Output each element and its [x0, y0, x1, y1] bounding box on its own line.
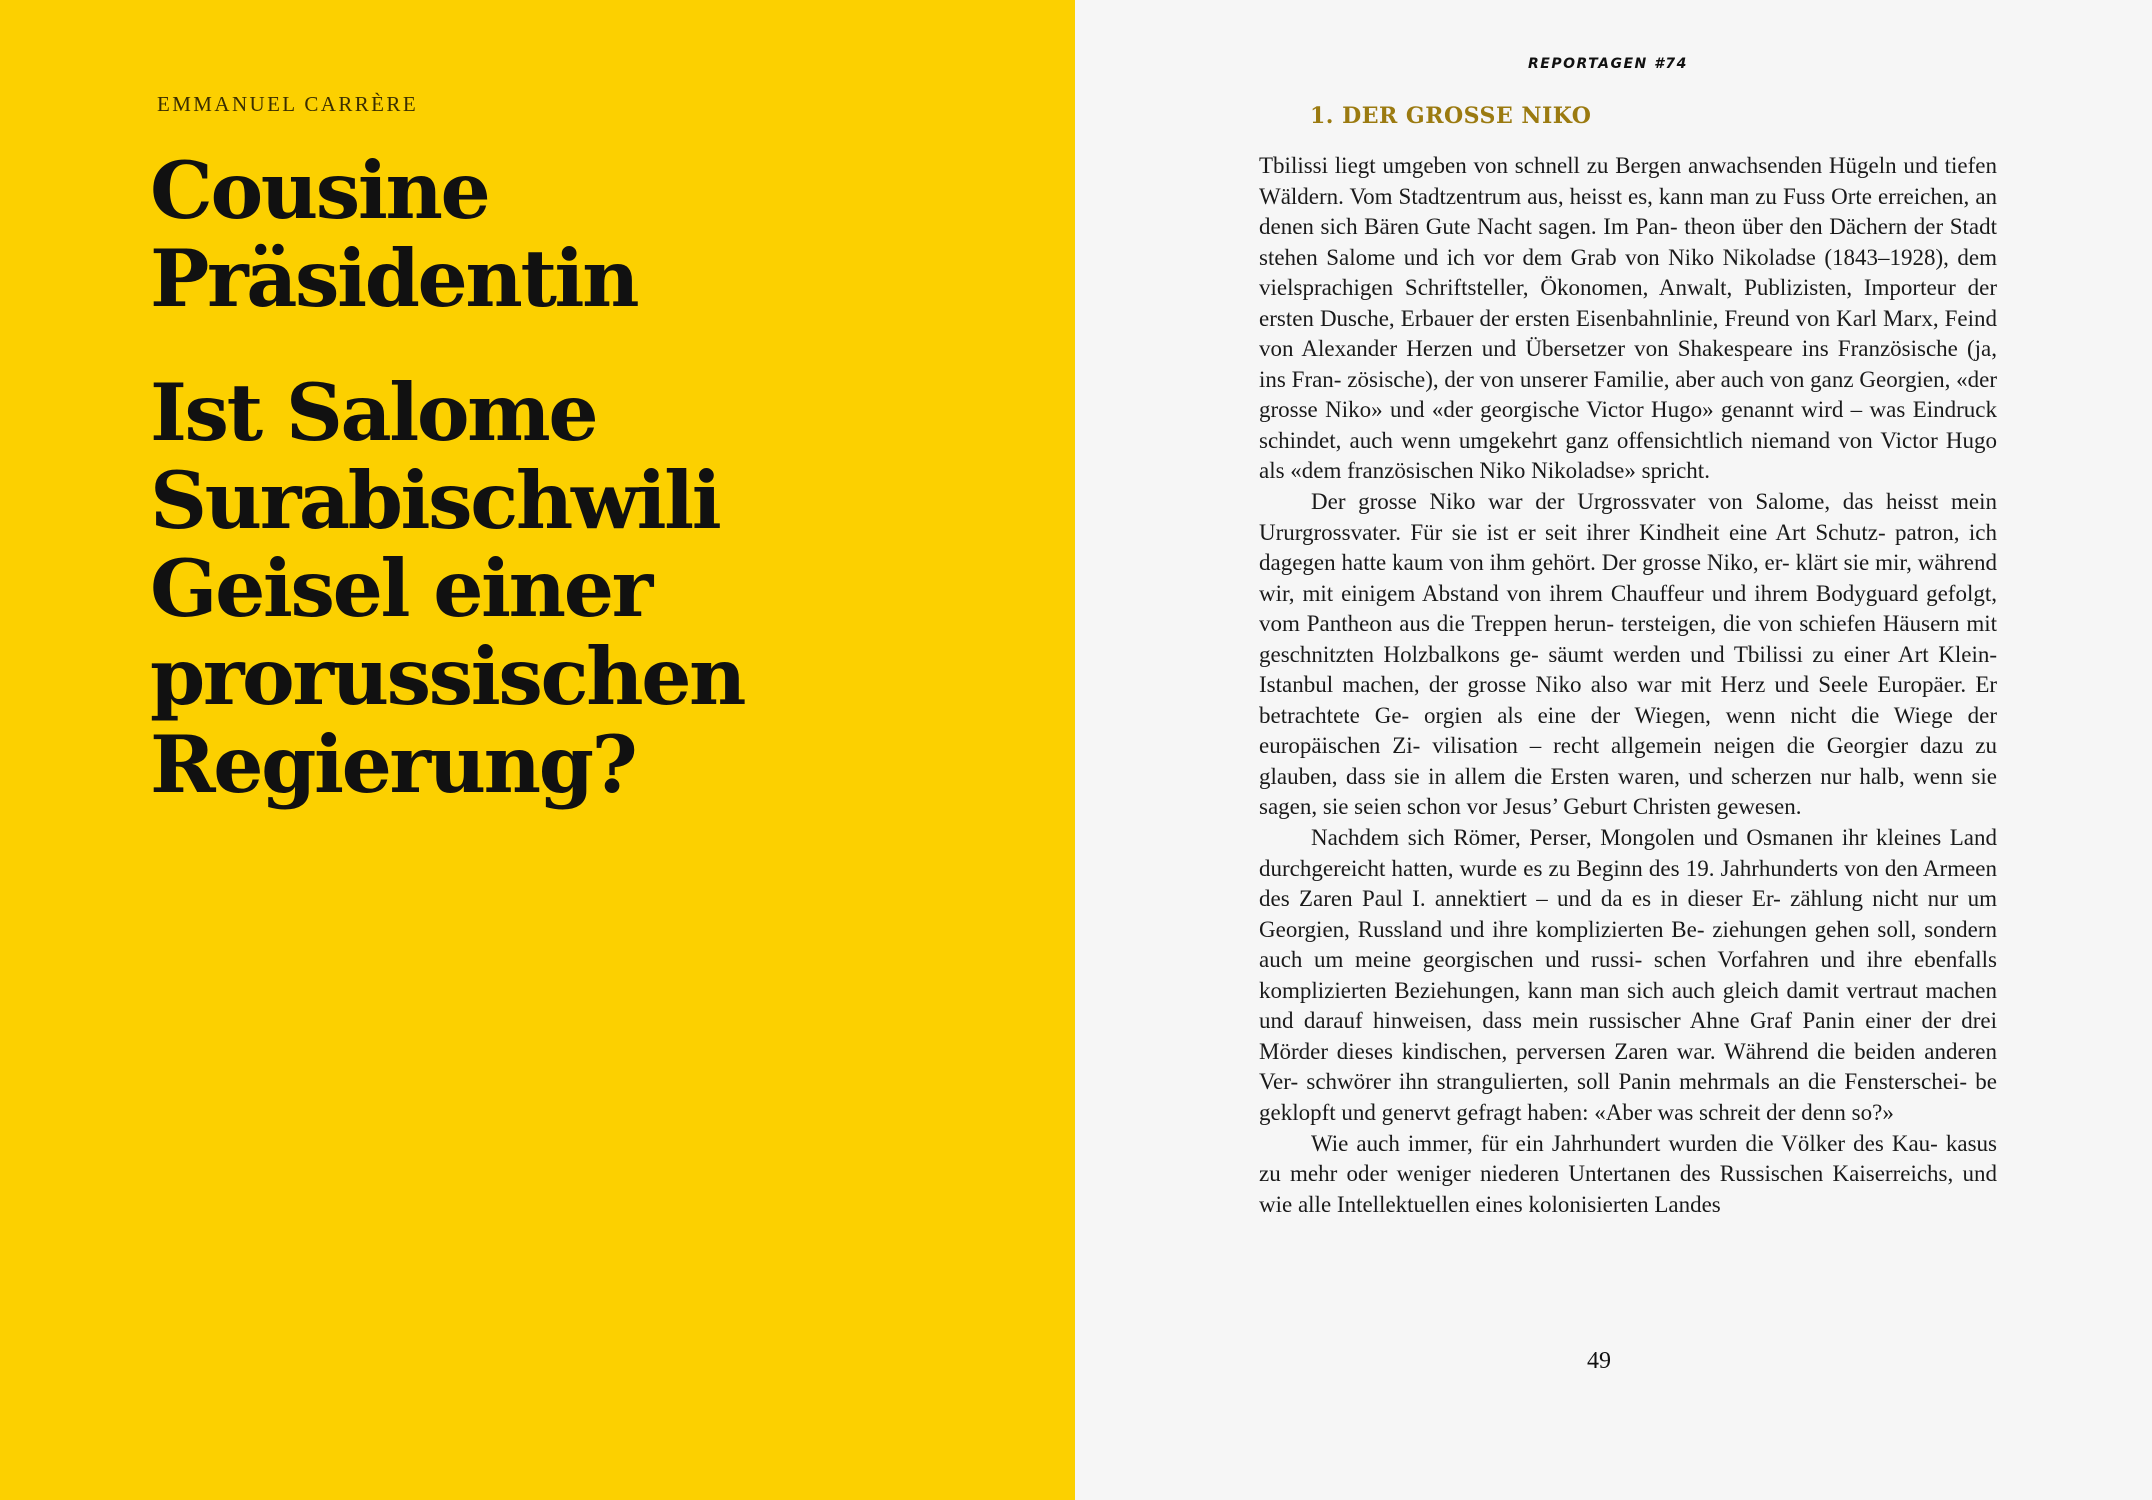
text-line: Fuss Orte erreichen, an denen sich Bären Gute Nacht sagen. Im Pan- — [1259, 183, 1998, 240]
text-line: Herzen und Übersetzer von Shakespeare ins Französische (ja, ins Fran- — [1259, 336, 1997, 392]
text-line: grosse Niko also war mit Herz und Seele Europäer. Er betrachtete Ge- — [1259, 672, 1998, 728]
running-head: REPORTAGEN #74 — [1528, 56, 1688, 72]
text-line: und ihrem Bodyguard gefolgt, vom Pantheon aus die Treppen herun- — [1259, 580, 1997, 637]
section-title: 1. DER GROSSE NIKO — [1310, 103, 1592, 129]
text-line: von Victor Hugo als «dem französischen Niko Nikoladse» spricht. — [1259, 427, 1997, 484]
text-line: Ökonomen, Anwalt, Publizisten, Importeur der ersten Dusche, Erbauer — [1259, 275, 1998, 331]
title-block — [150, 144, 1030, 811]
text-line: man sich auch gleich damit vertraut machen und darauf hinweisen, — [1259, 977, 1997, 1034]
text-line: Tbilissi liegt umgeben von schnell zu Bergen anwachsenden Hügeln — [1259, 153, 1897, 178]
text-line: be geklopft und genervt gefragt haben: «Aber was schreit der denn so?» — [1259, 1069, 1997, 1125]
text-line: schwörer ihn strangulierten, soll Panin mehrmals an die Fensterschei- — [1306, 1069, 1968, 1095]
text-line: sie seien schon vor Jesus’ Geburt Christen gewesen. — [1322, 794, 1802, 820]
text-line: von Niko Nikoladse (1843–1928), dem vielsprachigen Schriftsteller, — [1259, 244, 1997, 301]
text-line: schen Vorfahren und ihre ebenfalls komplizierten Beziehungen, kann — [1259, 947, 1998, 1003]
text-line: Wie auch immer, für ein Jahrhundert wurden die Völker des Kau- — [1311, 1130, 1938, 1156]
text-line: orgien als eine der Wiegen, wenn nicht die Wiege der europäischen Zi- — [1259, 702, 1997, 759]
question-headline — [150, 366, 1030, 811]
text-line: grosse Niko» und «der georgische Victor Hugo» genannt wird – was — [1259, 397, 1906, 423]
text-line: der ersten Eisenbahnlinie, Freund von Karl Marx, Feind von Alexander — [1259, 305, 1997, 362]
headline-line: Präsidentin — [150, 232, 638, 325]
paragraph — [1259, 823, 1997, 1128]
headline-line: Cousine — [150, 144, 489, 237]
text-line: von den Armeen des Zaren Paul I. annektiert – und da es in dieser Er- — [1259, 855, 1997, 912]
text-line: Kaiserreichs, und wie alle Intellektuellen eines kolonisierten Landes — [1259, 1161, 1998, 1217]
text-line: zösische), der von unserer Familie, aber auch von ganz Georgien, «der — [1347, 366, 1997, 392]
question-line: Surabischwili — [150, 454, 720, 547]
text-line: kindischen, perversen Zaren war. Während die beiden anderen Ver- — [1259, 1038, 1998, 1095]
text-line: Der grosse Niko war der Urgrossvater von Salome, das heisst — [1311, 489, 1939, 515]
text-line: vilisation – recht allgemein neigen die Georgier dazu zu glauben, dass — [1259, 733, 1997, 789]
text-line: zählung nicht nur um Georgien, Russland und ihre komplizierten Be- — [1259, 886, 1998, 942]
question-line: prorussischen — [150, 630, 745, 723]
text-line: tersteigen, die von schiefen Häusern mit geschnitzten Holzbalkons ge- — [1259, 611, 1997, 667]
text-line: dass mein russischer Ahne Graf Panin einer der drei Mörder dieses — [1259, 1008, 1998, 1064]
paragraph — [1259, 1129, 1997, 1221]
text-line: Eindruck schindet, auch wenn umgekehrt ganz offensichtlich niemand — [1259, 397, 1998, 453]
text-line: theon über den Dächern der Stadt stehen Salome und ich vor dem Grab — [1259, 214, 1998, 270]
author-name: EMMANUEL CARRÈRE — [157, 92, 419, 116]
body-text — [1259, 151, 1997, 1220]
text-line: sie in allem die Ersten waren, und scherzen nur halb, wenn sie sagen, — [1259, 763, 1998, 820]
text-line: Land durchgereicht hatten, wurde es zu Beginn des 19. Jahrhunderts — [1259, 825, 1997, 881]
text-line: mein Ururgrossvater. Für sie ist er seit ihrer Kindheit eine Art Schutz- — [1259, 489, 1997, 545]
text-line: ziehungen gehen soll, sondern auch um meine georgischen und russi- — [1259, 916, 1997, 973]
question-line: Regierung? — [150, 718, 636, 811]
question-line: Geisel einer — [150, 542, 651, 635]
page-number: 49 — [1587, 1348, 1611, 1374]
text-line: säumt werden und Tbilissi zu einer Art Klein-Istanbul machen, der — [1259, 641, 1998, 698]
paragraph — [1259, 151, 1997, 487]
left-page — [0, 0, 1075, 1500]
paragraph — [1259, 487, 1997, 823]
headline — [150, 144, 1030, 325]
text-line: patron, ich dagegen hatte kaum von ihm gehört. Der grosse Niko, er- — [1259, 519, 1998, 576]
question-line: Ist Salome — [150, 366, 597, 459]
text-line: kasus zu mehr oder weniger niederen Untertanen des Russischen — [1259, 1130, 1997, 1187]
text-line: klärt sie mir, während wir, mit einigem Abstand von ihrem Chauffeur — [1259, 550, 1997, 606]
text-line: und tiefen Wäldern. Vom Stadtzentrum aus, heisst es, kann man zu — [1259, 153, 1998, 209]
text-line: Nachdem sich Römer, Perser, Mongolen und Osmanen ihr kleines — [1311, 825, 1942, 851]
